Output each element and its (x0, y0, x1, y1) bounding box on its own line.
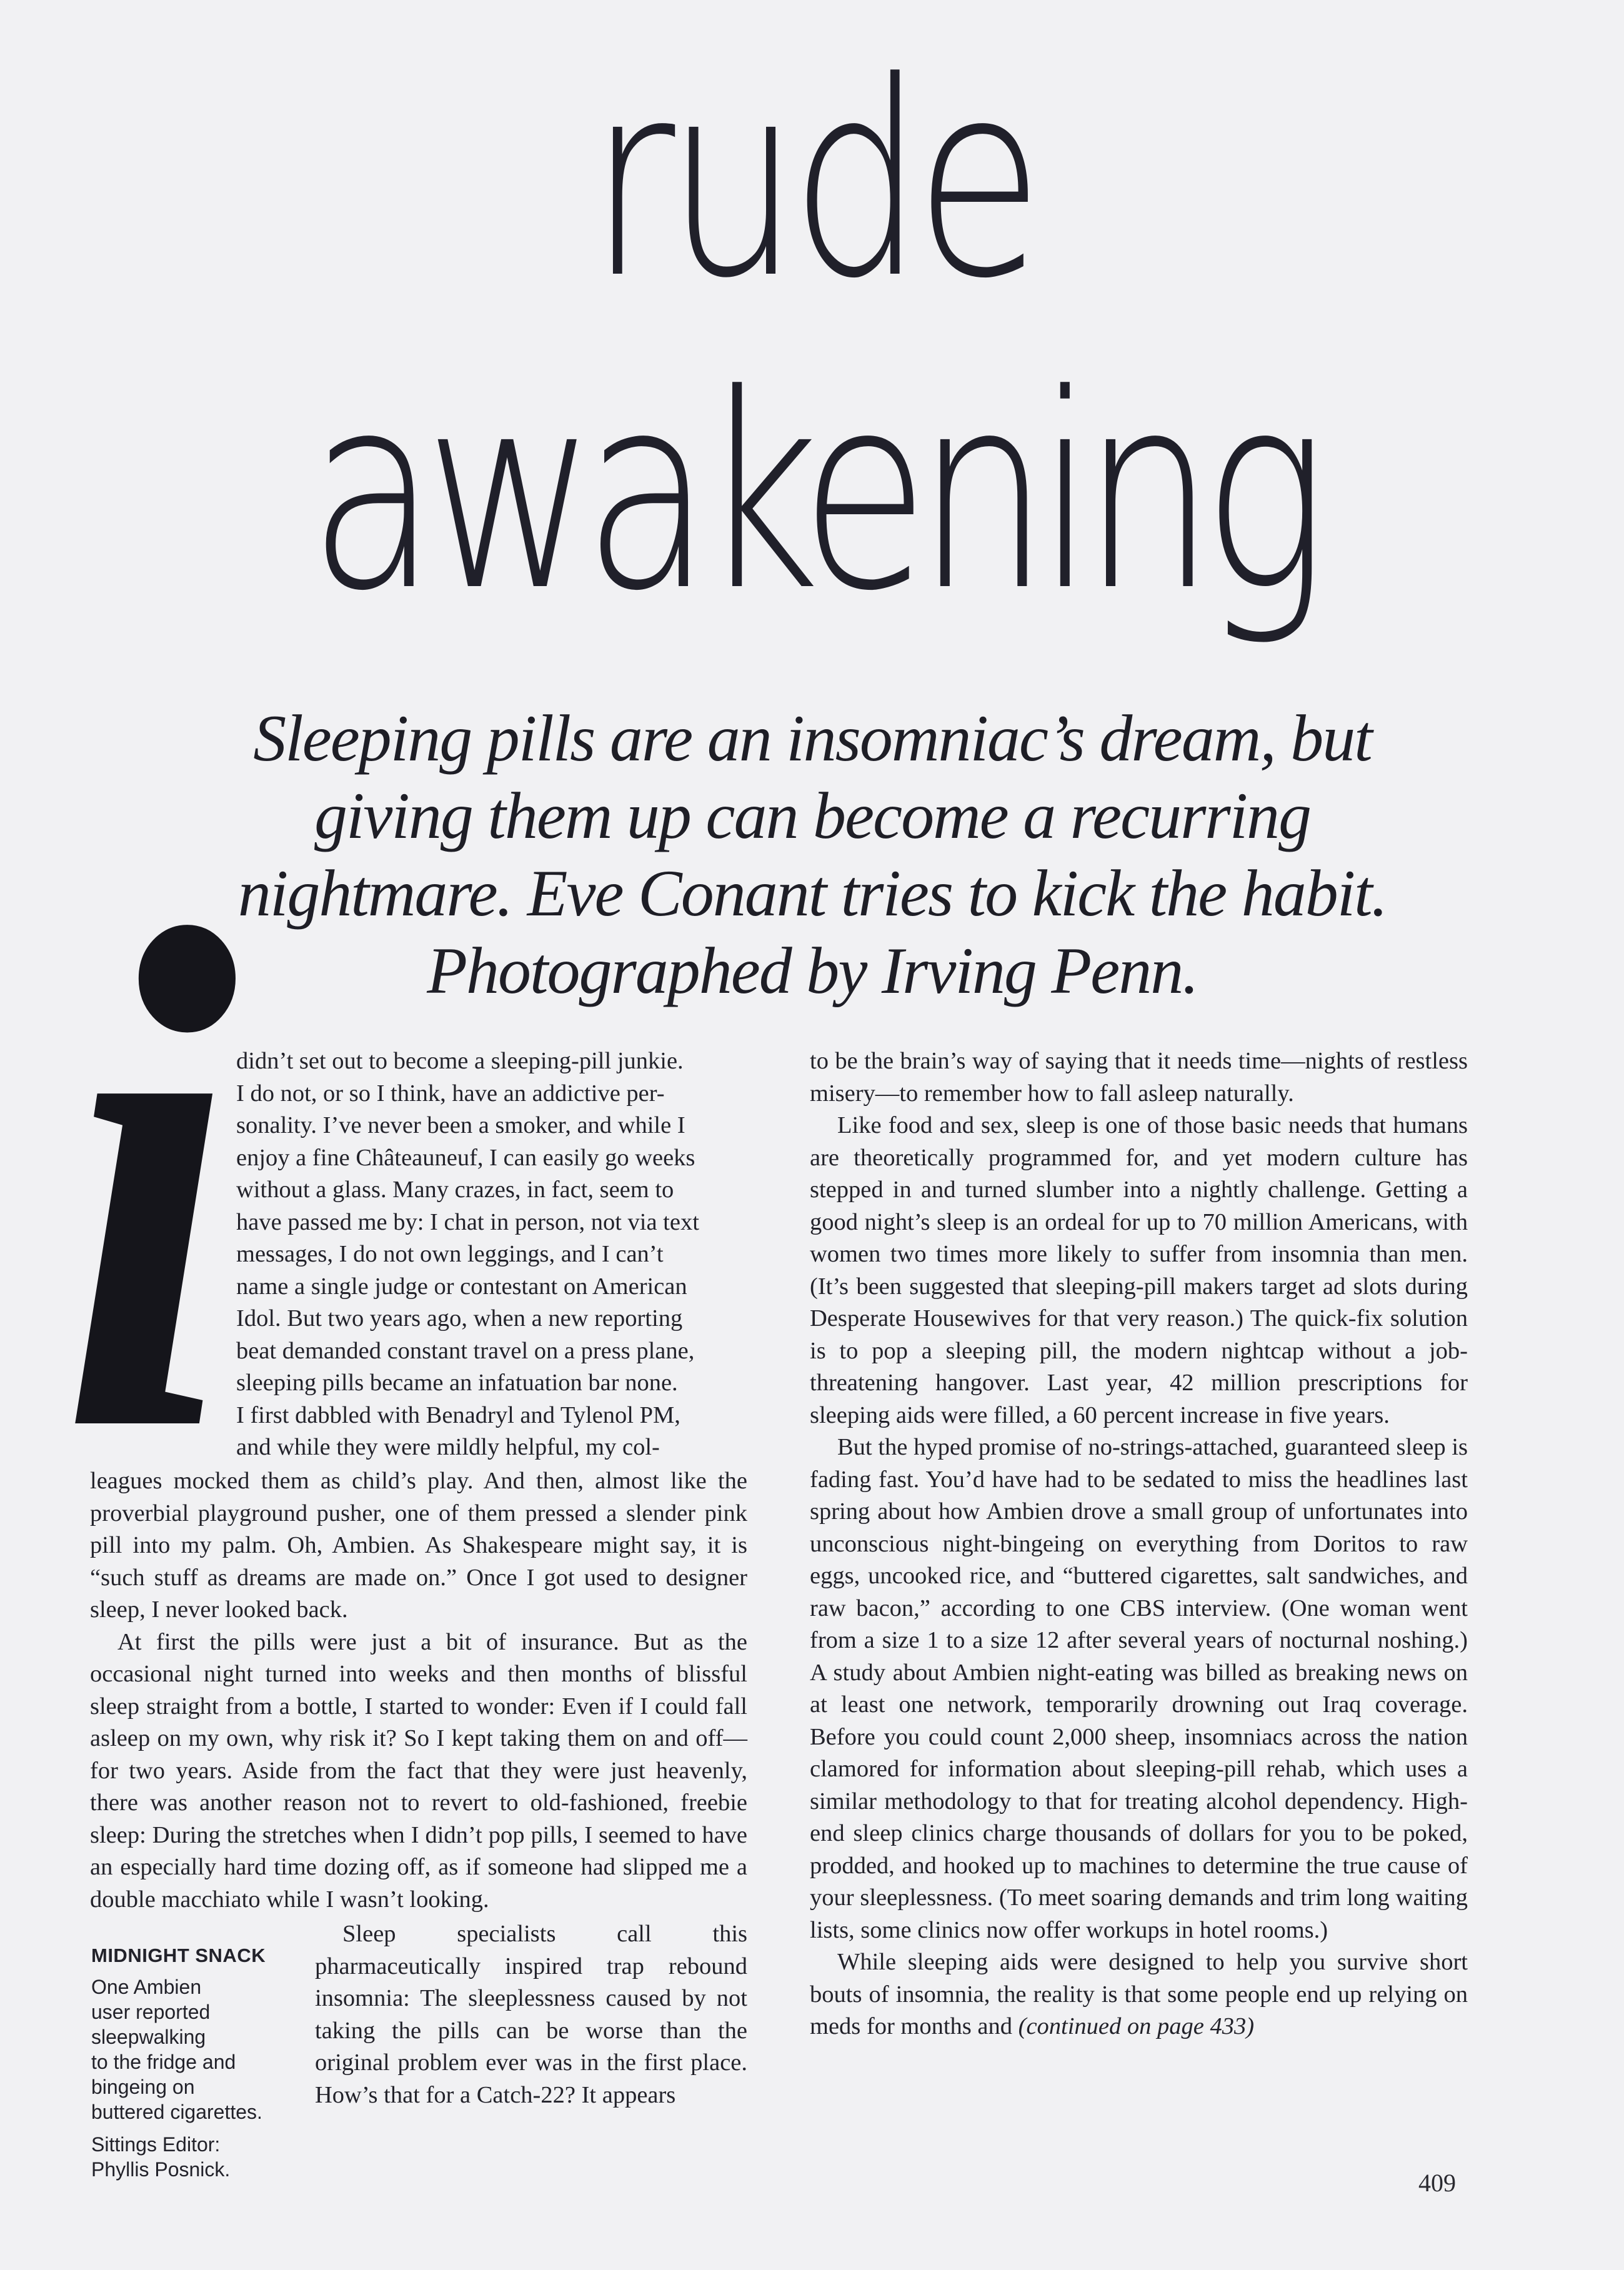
sidebar-line: to the fridge and (91, 2051, 236, 2073)
text-line: I do not, or so I think, have an addictive per- (236, 1080, 665, 1107)
text-line: name a single judge or contestant on American (236, 1273, 687, 1300)
headline-line-1 (0, 25, 1624, 337)
deck-line: Sleeping pills are an insomniac’s dream, but (253, 702, 1372, 775)
left-column-bottom (315, 1918, 747, 2111)
sidebar-credit (91, 2132, 304, 2182)
paragraph-7-text: While sleeping aids were designed to help you survive short bouts of insomnia, the reality is that some people end up relying on meds for months and (810, 1949, 1468, 2039)
text-line: and while they were mildly helpful, my col- (236, 1434, 660, 1460)
credit-line: Phyllis Posnick. (91, 2158, 231, 2181)
text-line: didn’t set out to become a sleeping-pill junkie. (236, 1048, 684, 1074)
paragraph-3: Sleep specialists call this pharmaceutically inspired trap rebound insomnia: The sleeplessness caused by not taking the pills can be worse than the original problem ever was in the first place. How’s that for a Catch-22? It appears (315, 1921, 747, 2108)
deck-line: Photographed by Irving Penn. (427, 934, 1198, 1007)
credit-line: Sittings Editor: (91, 2133, 221, 2156)
sidebar-line: buttered cigarettes. (91, 2101, 262, 2123)
sidebar-line: sleepwalking (91, 2026, 206, 2048)
text-line: enjoy a fine Châteauneuf, I can easily go weeks (236, 1144, 695, 1171)
left-column-top (236, 1045, 747, 1464)
text-line: sonality. I’ve never been a smoker, and while I (236, 1112, 685, 1138)
continued-note: (continued on page 433) (1018, 2013, 1255, 2039)
headline-word-rude: rude (589, 25, 1035, 337)
page-number: 409 (1418, 2169, 1456, 2197)
right-column (810, 1045, 1468, 2043)
text-line: beat demanded constant travel on a press plane, (236, 1337, 695, 1364)
deck-line: giving them up can become a recurring (314, 779, 1311, 852)
paragraph-6: But the hyped promise of no-strings-attached, guaranteed sleep is fading fast. You’d have had to be sedated to miss the headlines last spring about how Ambien drove a small group of unfortunates into unconscious night-bingeing on everything from Doritos to raw eggs, uncooked rice, and “buttered cigarettes, salt sandwiches, and raw bacon,” according to one CBS interview. (One woman went from a size 1 to a size 12 after several years of nocturnal noshing.) A study about Ambien night-eating was billed as breaking news on at least one network, temporarily drowning out Iraq coverage. Before you could count 2,000 sheep, insomniacs across the nation clamored for information about sleeping-pill rehab, which uses a similar methodology to that for treating alcohol dependency. High-end sleep clinics charge thousands of dollars for you to be poked, prodded, and hooked up to machines to determine the true cause of your sleeplessness. (To meet soaring demands and trim long waiting lists, some clinics now offer workups in hotel rooms.) (810, 1434, 1468, 1943)
sidebar-line: bingeing on (91, 2076, 195, 2098)
text-line: messages, I do not own leggings, and I can’t (236, 1241, 664, 1267)
text-line: without a glass. Many crazes, in fact, seem to (236, 1177, 674, 1203)
text-line: have passed me by: I chat in person, not via text (236, 1208, 699, 1235)
text-line: Idol. But two years ago, when a new reporting (236, 1305, 683, 1332)
paragraph-7 (810, 1946, 1468, 2043)
drop-cap: i (58, 783, 239, 1579)
text-line: I first dabbled with Benadryl and Tylenol PM, (236, 1401, 680, 1428)
headline-word-awakening: awakening (308, 337, 1316, 650)
headline-line-2 (0, 337, 1624, 650)
deck-subtitle (175, 700, 1450, 1010)
sidebar-line: user reported (91, 2001, 211, 2023)
deck-line: nightmare. Eve Conant tries to kick the habit. (237, 857, 1387, 930)
sidebar-title: MIDNIGHT SNACK (91, 1944, 266, 1966)
sidebar-line: One Ambien (91, 1976, 202, 1998)
text-line: sleeping pills became an infatuation bar none. (236, 1370, 678, 1396)
paragraph-4: to be the brain’s way of saying that it needs time—nights of restless misery—to remember how to fall asleep naturally. (810, 1048, 1468, 1107)
sidebar-caption (91, 1943, 304, 2182)
left-column-main (90, 1465, 747, 1916)
paragraph-2: At first the pills were just a bit of insurance. But as the occasional night turned into weeks and then months of blissful sleep straight from a bottle, I started to wonder: Even if I could fall asleep on my own, why risk it? So I kept taking them on and off—for two years. Aside from the fact that they were just heavenly, there was another reason not to revert to old-fashioned, freebie sleep: During the stretches when I didn’t pop pills, I seemed to have an especially hard time dozing off, as if someone had slipped me a double macchiato while I wasn’t looking. (90, 1628, 747, 1913)
paragraph-1-rest: leagues mocked them as child’s play. And then, almost like the proverbial playground pusher, one of them pressed a slender pink pill into my palm. Oh, Ambien. As Shakespeare might say, it is “such stuff as dreams are made on.” Once I got used to designer sleep, I never looked back. (90, 1468, 747, 1623)
paragraph-5: Like food and sex, sleep is one of those basic needs that humans are theoretically programmed for, and yet modern culture has stepped in and turned slumber into a nightly challenge. Getting a good night’s sleep is an ordeal for up to 70 million Americans, with women two times more likely to suffer from insomnia than men. (It’s been suggested that sleeping-pill makers target ad slots during Desperate Housewives for that very reason.) The quick-fix solution is to pop a sleeping pill, the modern nightcap without a job-threatening hangover. Last year, 42 million prescriptions for sleeping aids were filled, a 60 percent increase in five years. (810, 1112, 1468, 1428)
